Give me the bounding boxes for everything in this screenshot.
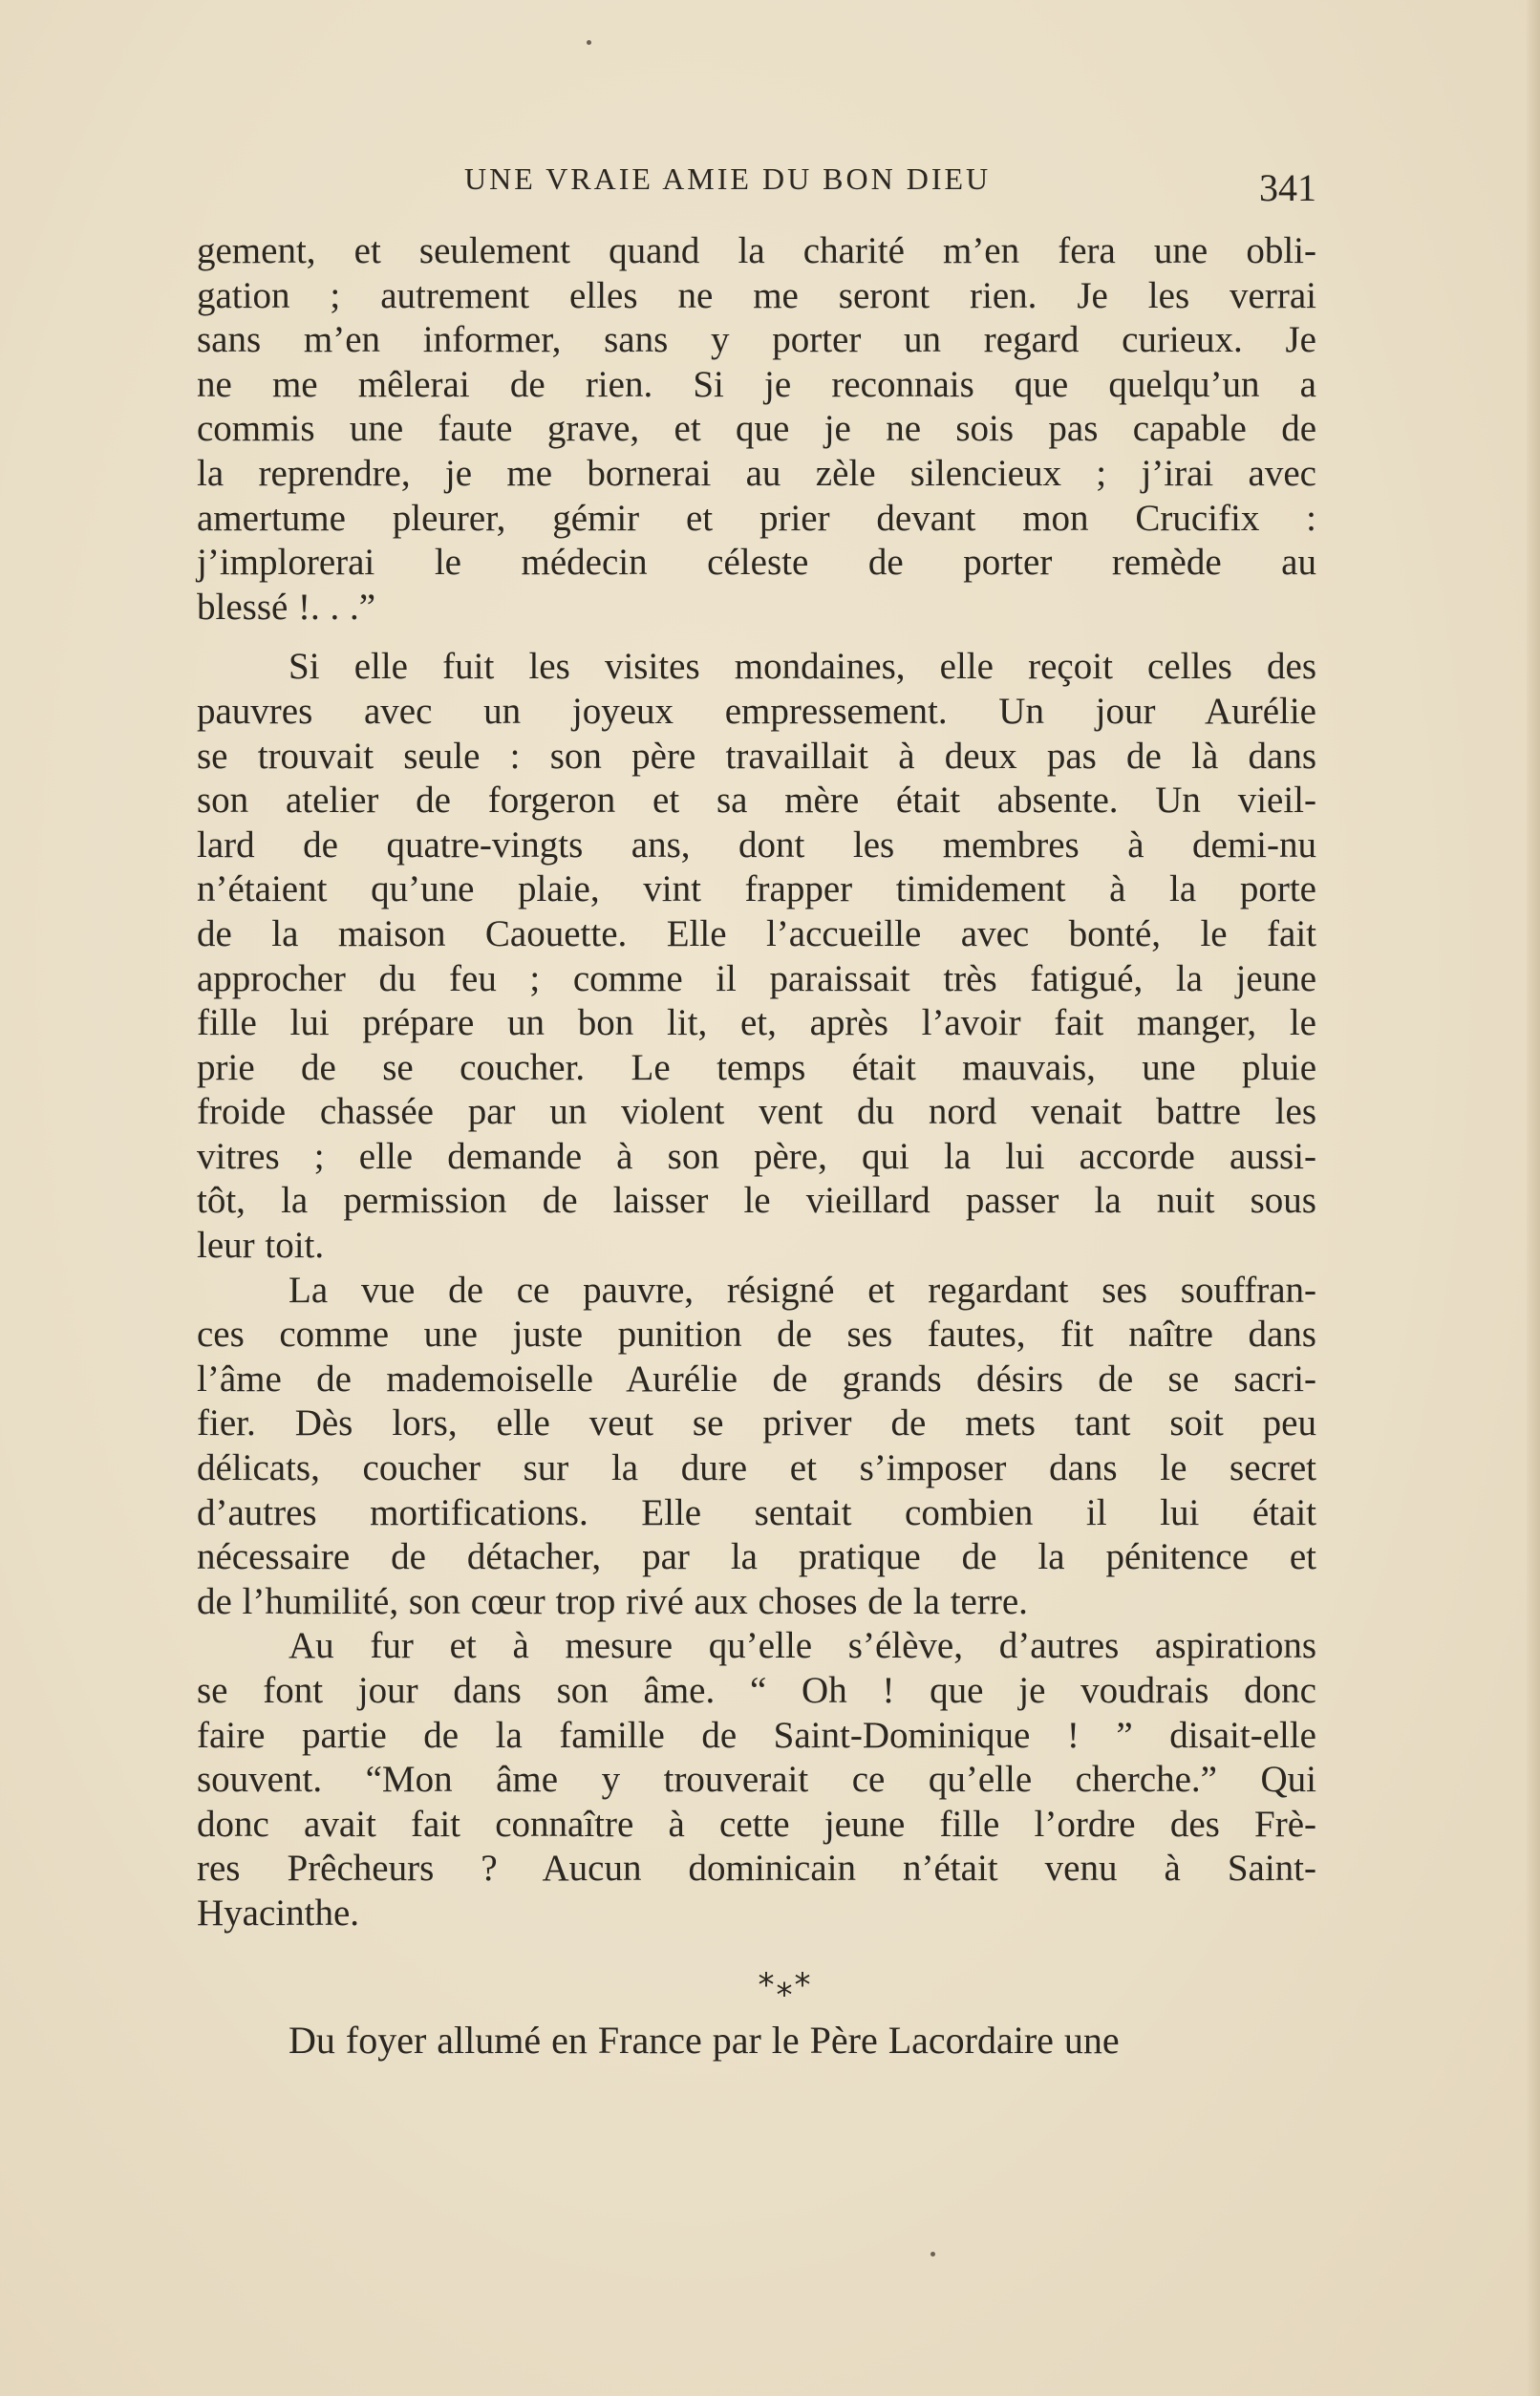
page-edge xyxy=(1527,0,1540,2396)
text-line: Au fur et à mesure qu’elle s’élève, d’autres aspirations xyxy=(289,1625,1316,1667)
paper-speck xyxy=(930,2252,935,2257)
running-title: UNE VRAIE AMIE DU BON DIEU xyxy=(464,161,992,196)
text-line: pauvres avec un joyeux empressement. Un jour Aurélie xyxy=(197,690,1316,732)
text-line: leur toit. xyxy=(197,1225,325,1267)
section-ornament: *⁎* xyxy=(758,1965,813,2004)
text-line: ces comme une juste punition de ses fautes, fit naître dans xyxy=(197,1314,1316,1356)
page-header xyxy=(197,158,1316,215)
text-line: souvent. “Mon âme y trouverait ce qu’elle cherche.” Qui xyxy=(197,1759,1316,1801)
text-line: res Prêcheurs ? Aucun dominicain n’était venu à Saint- xyxy=(197,1848,1316,1890)
text-line: délicats, coucher sur la dure et s’imposer dans le secret xyxy=(197,1447,1316,1489)
text-line: fille lui prépare un bon lit, et, après l’avoir fait manger, le xyxy=(197,1002,1316,1044)
text-line: d’autres mortifications. Elle sentait combien il lui était xyxy=(197,1491,1316,1533)
text-line: j’implorerai le médecin céleste de porter remède au xyxy=(197,542,1316,584)
text-line: l’âme de mademoiselle Aurélie de grands désirs de se sacri- xyxy=(197,1358,1316,1400)
text-line: gement, et seulement quand la charité m’en fera une obli- xyxy=(197,230,1316,271)
text-line: de la maison Caouette. Elle l’accueille avec bonté, le fait xyxy=(197,912,1316,954)
paper-speck xyxy=(587,40,591,45)
text-line: la reprendre, je me bornerai au zèle silencieux ; j’irai avec xyxy=(197,452,1316,494)
text-line: son atelier de forgeron et sa mère était absente. Un vieil- xyxy=(197,780,1316,822)
text-line: de l’humilité, son cœur trop rivé aux choses de la terre. xyxy=(197,1580,1028,1622)
text-line: gation ; autrement elles ne me seront rien. Je les verrai xyxy=(197,274,1316,316)
text-line: se font jour dans son âme. “ Oh ! que je voudrais donc xyxy=(197,1670,1316,1711)
text-line: lard de quatre-vingts ans, dont les membres à demi-nu xyxy=(197,824,1316,866)
body-text xyxy=(197,229,1316,2063)
text-line: commis une faute grave, et que je ne sois pas capable de xyxy=(197,408,1316,450)
text-line: sans m’en informer, sans y porter un regard curieux. Je xyxy=(197,319,1316,361)
text-line: prie de se coucher. Le temps était mauvais, une pluie xyxy=(197,1046,1316,1088)
text-line: se trouvait seule : son père travaillait à deux pas de là dans xyxy=(197,735,1316,777)
text-line: froide chassée par un violent vent du nord venait battre les xyxy=(197,1091,1316,1133)
text-line: n’étaient qu’une plaie, vint frapper timidement à la porte xyxy=(197,868,1316,910)
text-line: approcher du feu ; comme il paraissait très fatigué, la jeune xyxy=(197,957,1316,999)
text-line: Hyacinthe. xyxy=(197,1892,360,1934)
final-text-line: Du foyer allumé en France par le Père Lacordaire une xyxy=(289,2018,1120,2062)
text-line: faire partie de la famille de Saint-Dominique ! ” disait-elle xyxy=(197,1714,1316,1756)
text-line: tôt, la permission de laisser le vieillard passer la nuit sous xyxy=(197,1180,1316,1222)
page-number: 341 xyxy=(1259,166,1316,209)
text-line: Si elle fuit les visites mondaines, elle reçoit celles des xyxy=(289,646,1316,688)
text-line: fier. Dès lors, elle veut se priver de mets tant soit peu xyxy=(197,1402,1316,1444)
section-gap xyxy=(197,1936,1316,1952)
paragraph-gap xyxy=(197,630,1316,645)
text-line: La vue de ce pauvre, résigné et regardant ses souffran- xyxy=(289,1269,1316,1311)
text-line: nécessaire de détacher, par la pratique de la pénitence et xyxy=(197,1536,1316,1578)
text-line: blessé !. . .” xyxy=(197,586,376,628)
text-line: ne me mêlerai de rien. Si je reconnais que quelqu’un a xyxy=(197,363,1316,405)
text-line: donc avait fait connaître à cette jeune fille l’ordre des Frè- xyxy=(197,1803,1316,1845)
text-line: vitres ; elle demande à son père, qui la lui accorde aussi- xyxy=(197,1135,1316,1177)
text-line: amertume pleurer, gémir et prier devant mon Crucifix : xyxy=(197,497,1316,539)
